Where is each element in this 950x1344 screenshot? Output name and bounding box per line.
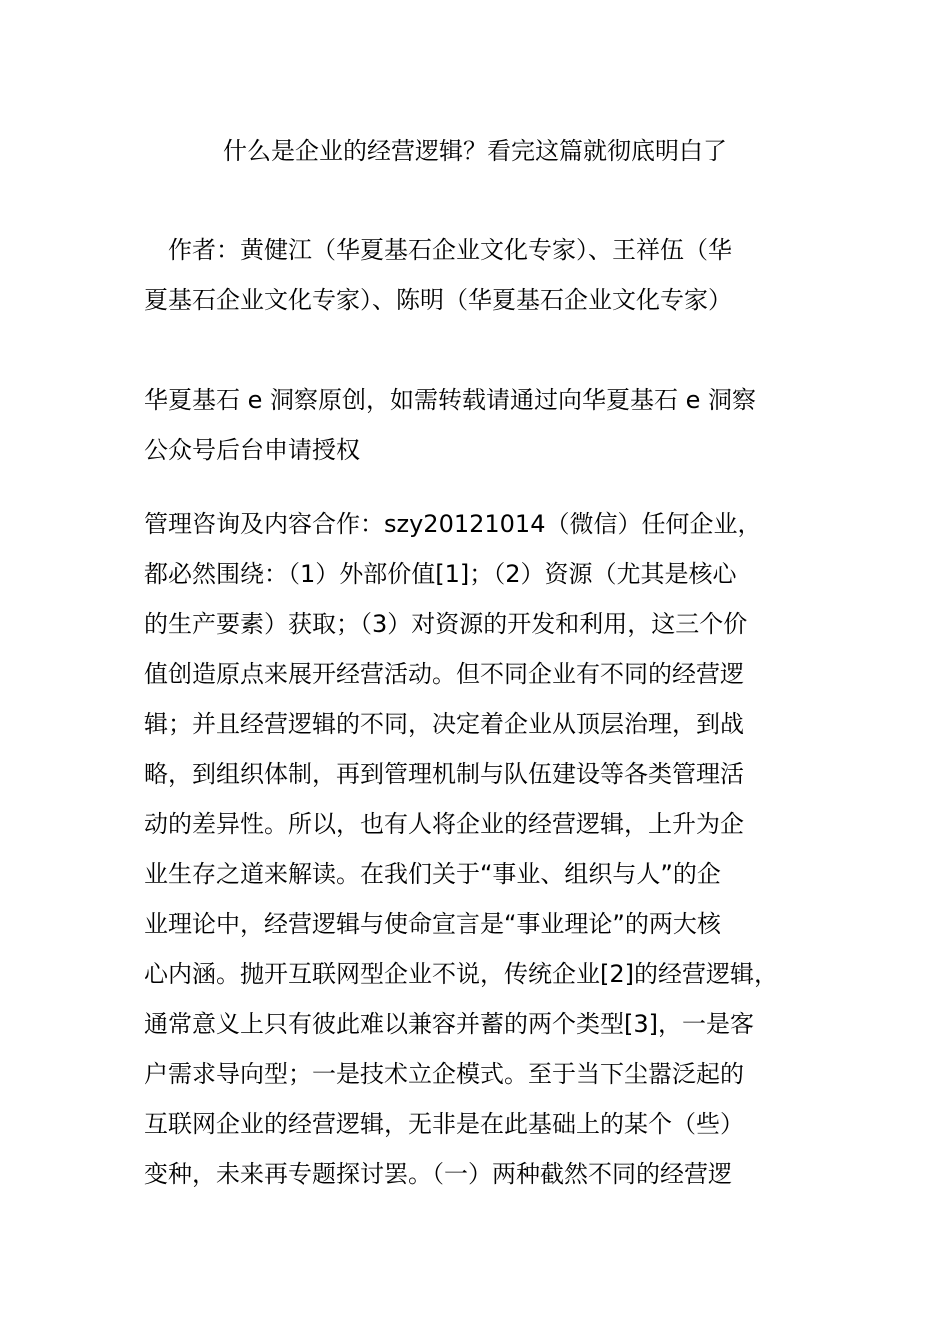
- body-line: 略，到组织体制，再到管理机制与队伍建设等各类管理活: [144, 760, 744, 788]
- author-line: 夏基石企业文化专家）、陈明（华夏基石企业文化专家）: [144, 286, 732, 314]
- body-line: 动的差异性。所以，也有人将企业的经营逻辑，上升为企: [144, 810, 744, 838]
- body-line: 管理咨询及内容合作：szy20121014（微信）任何企业，: [144, 510, 762, 538]
- body-line: 心内涵。抛开互联网型企业不说，传统企业[2]的经营逻辑，: [144, 960, 778, 988]
- body-line: 都必然围绕：（1）外部价值[1]；（2）资源（尤其是核心: [144, 560, 737, 588]
- body-line: 互联网企业的经营逻辑，无非是在此基础上的某个（些）: [144, 1110, 744, 1138]
- body-line: 户需求导向型；一是技术立企模式。至于当下尘嚣泛起的: [144, 1060, 744, 1088]
- body-line: 值创造原点来展开经营活动。但不同企业有不同的经营逻: [144, 660, 744, 688]
- notice-line: 公众号后台申请授权: [144, 436, 360, 464]
- body-line: 变种，未来再专题探讨罢。（一）两种截然不同的经营逻: [144, 1160, 732, 1188]
- body-line: 业生存之道来解读。在我们关于“事业、组织与人”的企: [144, 860, 721, 888]
- notice-line: 华夏基石 e 洞察原创，如需转载请通过向华夏基石 e 洞察: [144, 386, 757, 414]
- article-title: 什么是企业的经营逻辑？看完这篇就彻底明白了: [223, 137, 727, 165]
- author-line: 作者：黄健江（华夏基石企业文化专家）、王祥伍（华: [144, 236, 732, 264]
- body-line: 的生产要素）获取；（3）对资源的开发和利用，这三个价: [144, 610, 748, 638]
- body-line: 通常意义上只有彼此难以兼容并蓄的两个类型[3]，一是客: [144, 1010, 754, 1038]
- body-line: 辑；并且经营逻辑的不同，决定着企业从顶层治理，到战: [144, 710, 744, 738]
- body-line: 业理论中，经营逻辑与使命宣言是“事业理论”的两大核: [144, 910, 721, 938]
